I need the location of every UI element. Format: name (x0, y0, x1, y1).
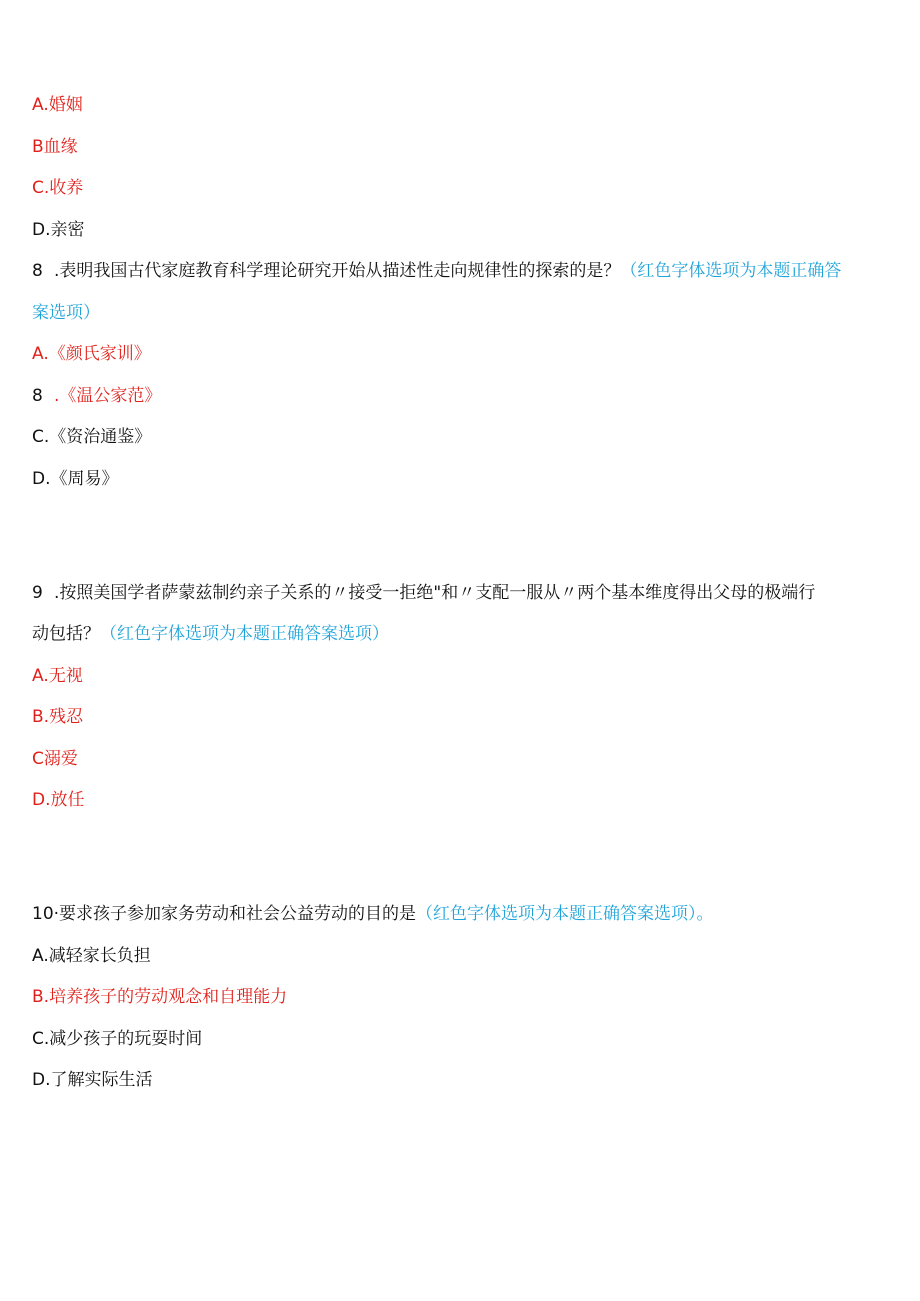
q8-option-b (32, 384, 161, 408)
q9-option-b: B.残忍 (32, 707, 84, 727)
q7-option-a: A.婚姻 (32, 95, 83, 115)
q8-stem-line (32, 259, 841, 283)
q8-option-b-text: .《温公家范》 (54, 386, 162, 406)
q9-stem-part2: 动包括？ (32, 624, 100, 644)
q10-option-c: C.减少孩子的玩耍时间 (32, 1029, 203, 1049)
q8-stem: .表明我国古代家庭教育科学理论研究开始从描述性走向规律性的探索的是？ (54, 261, 621, 281)
q9-stem-line2 (32, 622, 389, 646)
q8-option-d: D.《周易》 (32, 469, 119, 489)
q10-stem-line (32, 902, 714, 926)
q9-option-a: A.无视 (32, 666, 83, 686)
q10-option-a: A.减轻家长负担 (32, 946, 151, 966)
q8-hint-part1: （红色字体选项为本题正确答 (620, 261, 842, 281)
q8-number: 8 (32, 261, 43, 281)
q10-option-b: B.培养孩子的劳动观念和自理能力 (32, 987, 288, 1007)
q10-option-d: D.了解实际生活 (32, 1070, 153, 1090)
q8-option-b-number: 8 (32, 386, 43, 406)
q9-stem-part1: .按照美国学者萨蒙兹制约亲子关系的〃接受一拒绝"和〃支配一服从〃两个基本维度得出父母的极端行 (54, 583, 816, 603)
q10-stem: 10·要求孩子参加家务劳动和社会公益劳动的目的是 (32, 904, 417, 924)
q8-option-c: C.《资治通鉴》 (32, 427, 152, 447)
q9-number: 9 (32, 583, 43, 603)
q8-option-a: A.《颜氏家训》 (32, 344, 151, 364)
q9-hint: （红色字体选项为本题正确答案选项） (100, 624, 389, 644)
q9-option-c: C溺爱 (32, 749, 78, 769)
q7-option-c: C.收养 (32, 178, 84, 198)
q9-option-d: D.放任 (32, 790, 85, 810)
q7-option-b: B血缘 (32, 137, 78, 157)
q8-hint-part2: 案选项） (32, 303, 100, 323)
q10-hint: （红色字体选项为本题正确答案选项）。 (416, 904, 714, 924)
q9-stem-line1 (32, 581, 815, 605)
q7-option-d: D.亲密 (32, 220, 85, 240)
